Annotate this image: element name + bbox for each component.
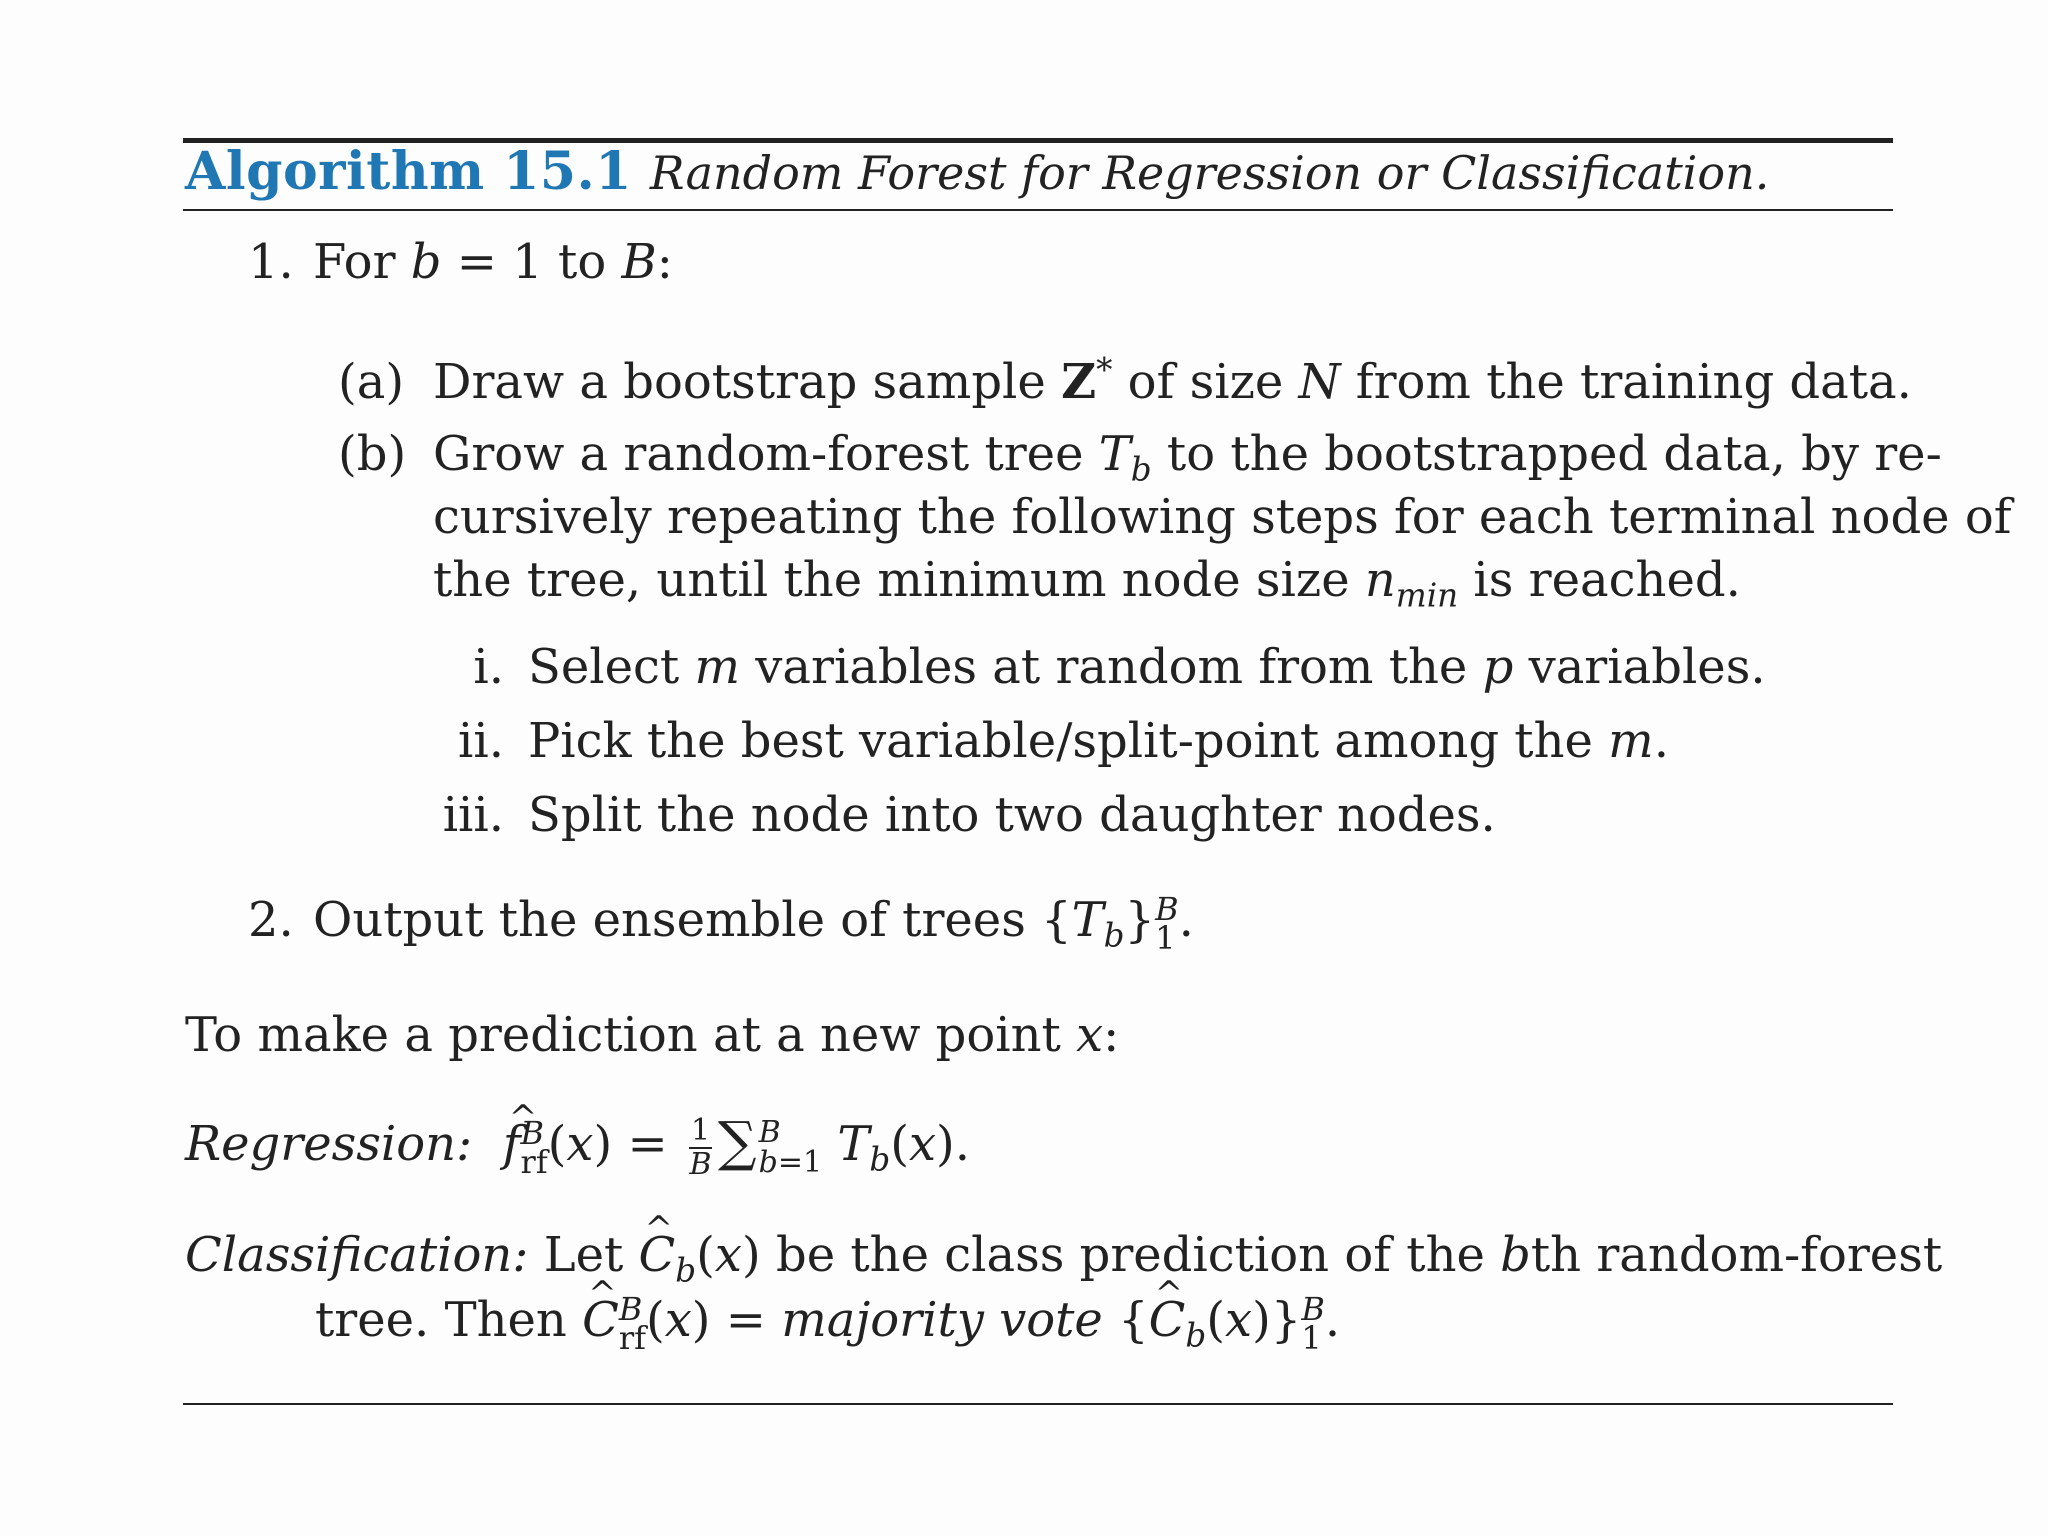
substep-ii-label: ii. [458, 713, 504, 769]
regression-line: Regression: ^ f B rf (x) = $\frac{1}{B}$ ∑ B b=1 $T_b(x)$. [185, 1112, 970, 1190]
step-1b-line-2: cursively repeating the following steps for each terminal node of [433, 489, 2012, 545]
algorithm-label: Algorithm 15.1 [185, 141, 632, 202]
algorithm-title: Random Forest for Regression or Classification. [649, 146, 1770, 200]
classification-line-1: Classification: Let ^ $C_b(x)$ be the class prediction of the bth random-forest [185, 1225, 1942, 1301]
substep-i: i. Select m variables at random from the p variables. [424, 637, 1766, 697]
classification-label: Classification: [185, 1227, 529, 1283]
prediction-intro: To make a prediction at a new point x: [185, 1007, 1120, 1063]
step-2-number: 2. [248, 892, 294, 948]
step-1: 1. For b = 1 to B: [248, 234, 673, 290]
algorithm-header [185, 142, 1769, 203]
step-1a-label: (a) [338, 354, 405, 410]
step-1b-line-1: (b) Grow a random-forest tree $T_b$ to the bootstrapped data, by re- [338, 426, 1942, 489]
substep-iii: iii. Split the node into two daughter nodes. [424, 785, 1496, 845]
substep-ii: ii. Pick the best variable/split-point among the m. [424, 711, 1669, 771]
regression-label: Regression: [185, 1116, 473, 1172]
header-rule [183, 209, 1893, 211]
step-1b-line-3: the tree, until the minimum node size $n_{min}$ is reached. [433, 552, 1741, 615]
step-1-number: 1. [248, 234, 294, 290]
step-1b-label: (b) [338, 426, 407, 482]
substep-i-label: i. [473, 639, 504, 695]
step-2: 2. Output the ensemble of trees $\{T_b\}$ B 1 . [248, 889, 1194, 957]
step-1a: (a) Draw a bootstrap sample Z* of size N from the training data. [338, 351, 1912, 410]
bottom-rule [183, 1403, 1893, 1405]
classification-line-2: tree. Then ^ C B rf (x) = majority vote {^ $C_b(x)$} B 1 . [315, 1290, 1340, 1366]
substep-iii-label: iii. [442, 787, 504, 843]
